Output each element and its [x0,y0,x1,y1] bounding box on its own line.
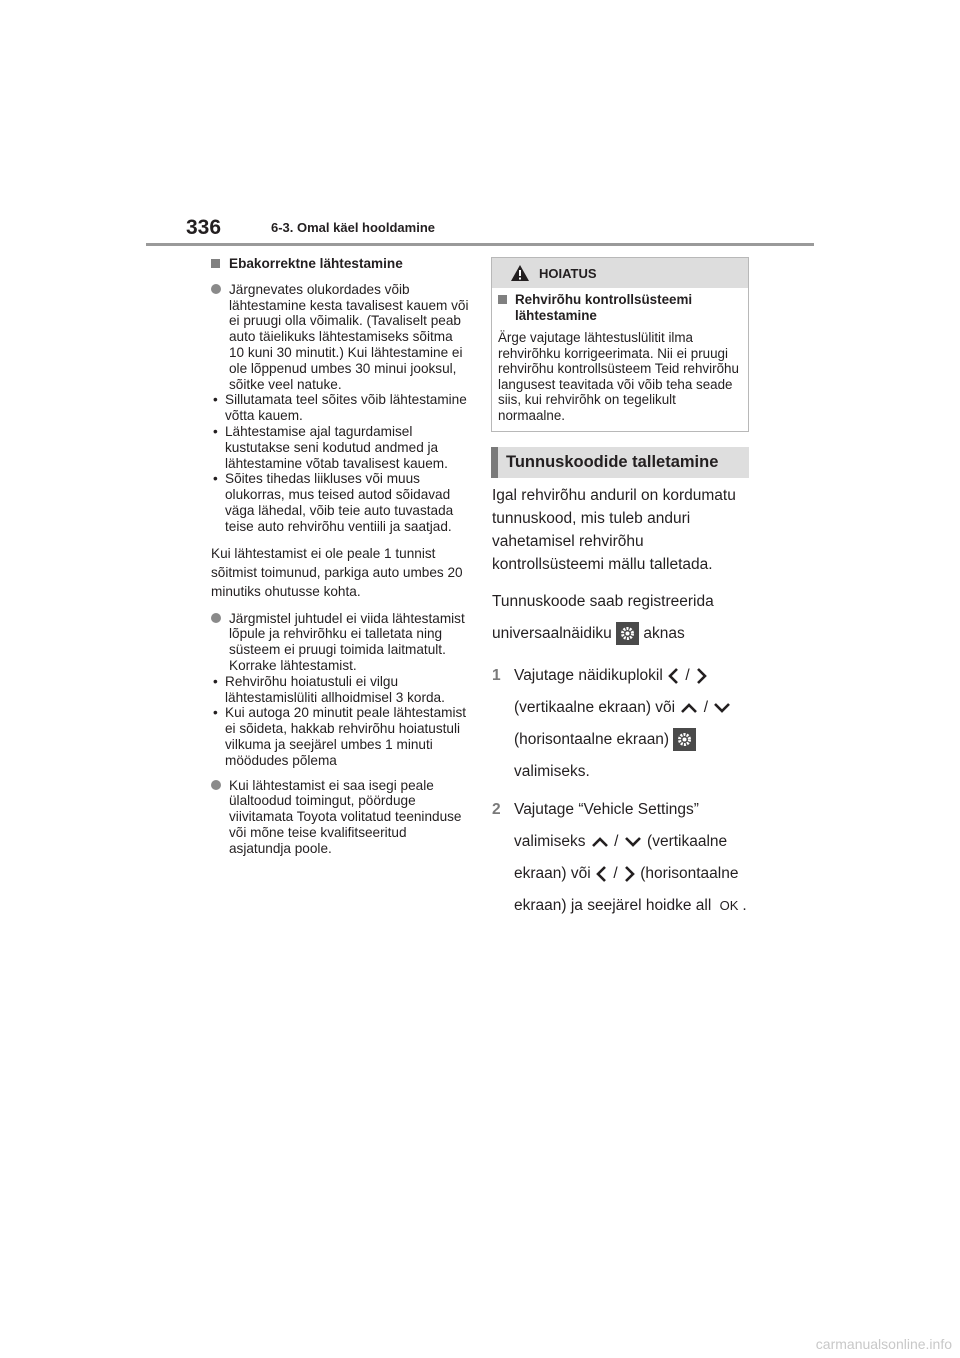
step-text: Vajutage “Vehicle Settings” valimiseks [514,801,699,850]
chevron-up-icon [679,701,699,715]
chevron-left-icon [667,666,681,686]
circle-bullet-icon [211,780,221,790]
list-item: • Lähtestamise ajal tagurdamisel kustutakse seni kodutud andmed ja lähtestamine võtab tavalisest kauem. [211,424,469,471]
warning-box [491,257,749,432]
warning-subheading-text: Rehvirõhu kontrollsüsteemi lähtestamine [515,292,693,323]
step-text: . [742,897,747,914]
circle-bullet-icon [211,284,221,294]
paragraph: Kui lähtestamist ei ole peale 1 tunnist sõitmist toimunud, parkiga auto umbes 20 minutiks ohutusse kohta. [211,545,463,599]
square-bullet-icon [498,295,507,304]
bullet-text-2: Järgmistel juhtudel ei viida lähtestamist lõpule ja rehvirõhku ei talletata ning süsteem ei pruugi toimida laitmatult. Korrake lähtestamist. [229,610,465,673]
step-1 [492,660,754,788]
registration-text: Tunnuskoode saab registreerida universaalnäidiku [492,593,714,642]
settings-gear-icon [616,622,639,645]
list-item: • Rehvirõhu hoiatustuli ei vilgu lähtestamislüliti allhoidmisel 3 korda. [211,674,469,706]
step-text: (vertikaalne ekraan) või [514,699,676,716]
header-rule [146,243,814,246]
slash: / [685,667,690,684]
bullet-text-3: Kui lähtestamist ei saa isegi peale ülaltoodud toimingut, pöörduge viivitamata Toyota volitatud teeninduse või mõne teise kvalifitseeritud asjatundja poole. [229,777,462,856]
chevron-down-icon [623,835,643,849]
list-item: • Sillutamata teel sõites võib lähtestamine võtta kauem. [211,392,469,424]
warning-triangle-icon [510,264,530,282]
registration-paragraph [492,586,754,650]
section-label: 6-3. Omal käel hooldamine [271,220,435,235]
watermark: carmanualsonline.info [815,1336,952,1352]
left-column [211,256,469,866]
bullet-text-1: Järgnevates olukordades võib lähtestamine kesta tavalisest kauem või ei pruugi olla võimalik. (Tavaliselt peab auto täielikuks lähtestamiseks sõitma 10 kuni 30 minutit.) Kui lähtestamine ei ole lõppenud umbes 30 minui jooksul, sõitke veel natuke. [229,281,469,392]
slash: / [614,833,619,850]
subsection-heading-text: Ebakorrektne lähtestamine [229,256,403,271]
step-number: 1 [492,667,501,684]
step-text: (horisontaalne ekraan) [514,731,670,748]
bullet-block-1 [211,282,469,535]
slash: / [703,699,709,716]
slash: / [613,865,618,882]
step-text: Vajutage näidikuplokil [514,667,663,684]
step-2-text [514,794,754,922]
warning-title: HOIATUS [539,266,597,281]
step-text: valimiseks. [514,763,590,780]
list-item: • Kui autoga 20 minutit peale lähtestamist ei sõideta, hakkab rehvirõhu hoiatustuli vilkuma ja seejärel umbes 1 minuti möödudes põlema [211,705,469,768]
step-1-text [514,660,754,788]
list-item: • Sõites tihedas liikluses või muus olukorras, mus teised autod sõidavad väga lähedal, võib teie auto tuvastada teise auto rehvirõhu ventiili ja saatjad. [211,471,469,534]
chevron-right-icon [622,864,636,884]
chevron-left-icon [595,864,609,884]
subsection-heading [211,256,469,272]
warning-body [492,288,748,423]
ok-button-label: OK [719,898,739,913]
warning-text: Ärge vajutage lähtestuslülitit ilma rehvirõhku korrigeerimata. Nii ei pruugi rehvirõhu kontrollsüsteem Teid rehvirõhu langusest teavitada või võib teha seade siis, kui rehvirõhk on tegelikult normaalne. [498,330,739,423]
square-bullet-icon [211,259,220,268]
chevron-right-icon [694,666,708,686]
bullet-block-2 [211,611,469,769]
step-number: 2 [492,801,501,818]
step-text: (horisontaalne ekraan) ja seejärel hoidke all [514,865,739,914]
section-title: Tunnuskoodide talletamine [506,453,719,471]
step-2 [492,794,754,922]
step-text: (vertikaalne ekraan) või [514,833,728,882]
intro-paragraph: Igal rehvirõhu anduril on kordumatu tunnuskood, mis tuleb anduri vahetamisel rehvirõhu kontrollsüsteemi mällu talletada. [492,487,736,573]
circle-bullet-icon [211,613,221,623]
page-number: 336 [186,216,222,239]
sub-list-1 [225,392,469,534]
chevron-up-icon [590,835,610,849]
warning-header [492,258,748,288]
settings-gear-icon [673,728,696,751]
section-title-box [491,447,749,478]
sub-list-2 [225,673,469,769]
registration-text-end: aknas [643,625,685,642]
chevron-down-icon [712,701,732,715]
warning-subheading [498,292,742,323]
right-column [492,484,754,922]
bullet-block-3 [211,778,469,857]
